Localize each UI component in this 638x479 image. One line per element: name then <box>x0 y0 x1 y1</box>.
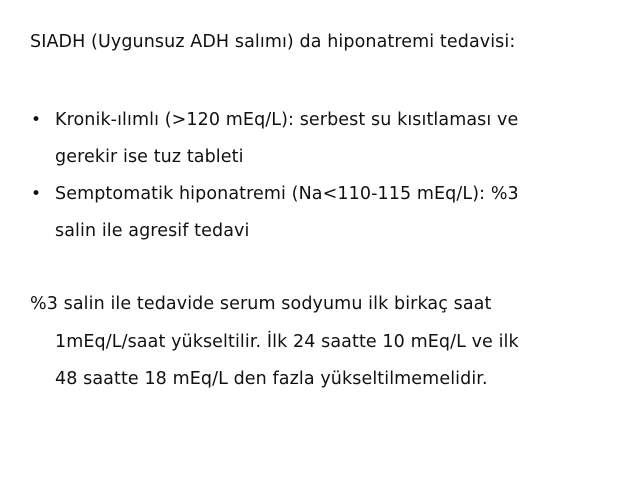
paragraph-line-3: 48 saatte 18 mEq/L den fazla yükseltilmemelidir. <box>55 369 488 389</box>
bullet-1-line-1: Kronik-ılımlı (>120 mEq/L): serbest su kısıtlaması ve <box>55 110 519 130</box>
paragraph-line-1: %3 salin ile tedavide serum sodyumu ilk birkaç saat <box>30 294 492 314</box>
bullet-2-line-2: salin ile agresif tedavi <box>55 221 250 241</box>
slide-title: SIADH (Uygunsuz ADH salımı) da hiponatremi tedavisi: <box>30 32 516 52</box>
bullet-marker: • <box>31 184 42 204</box>
bullet-1-line-2: gerekir ise tuz tableti <box>55 147 244 167</box>
bullet-2-line-1: Semptomatik hiponatremi (Na<110-115 mEq/L): %3 <box>55 184 519 204</box>
bullet-marker: • <box>31 110 42 130</box>
paragraph-line-2: 1mEq/L/saat yükseltilir. İlk 24 saatte 10 mEq/L ve ilk <box>55 332 519 352</box>
